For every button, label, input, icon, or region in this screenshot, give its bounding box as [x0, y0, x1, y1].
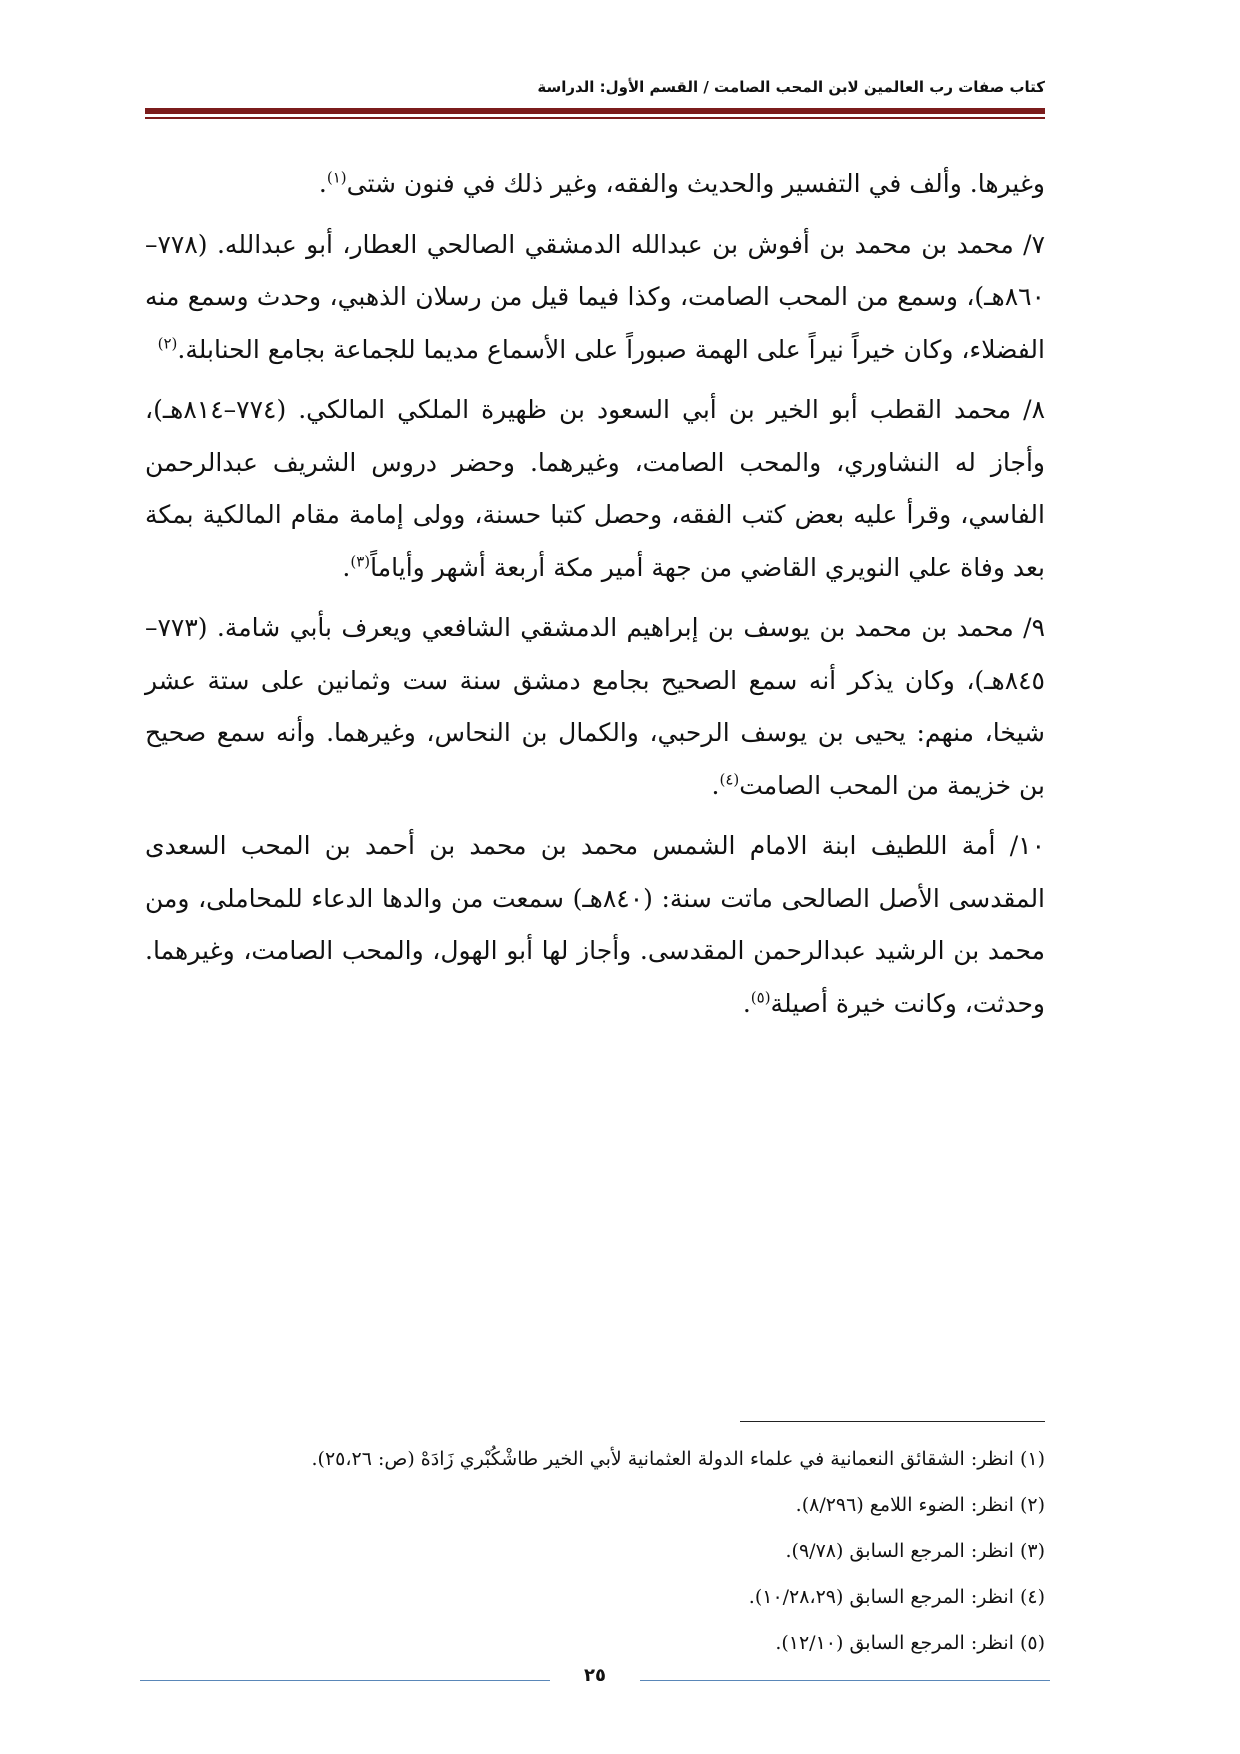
footnote-ref[interactable]: (٢) — [157, 334, 178, 353]
header-rule-thin — [145, 117, 1045, 119]
footnote-item: (١) انظر: الشقائق النعمانية في علماء الدولة العثمانية لأبي الخير طاشْكُبْري زَادَهْ (ص: ٢٥،٢٦). — [311, 1448, 1045, 1470]
header-rule-thick — [145, 108, 1045, 114]
paragraph: ٧/ محمد بن محمد بن أفوش بن عبدالله الدمشقي الصالحي العطار، أبو عبدالله. (٧٧٨–٨٦٠هـ)، وسمع من المحب الصامت، وكذا فيما قيل من رسلان الذهبي، وحدث وسمع منه الفضلاء، وكان خيراً نيراً على الهمة صبوراً على الأسماع مديما للجماعة بجامع الحنابلة.$^{(٢)}$ — [145, 229, 1045, 364]
paragraph: ٩/ محمد بن محمد بن يوسف بن إبراهيم الدمشقي الشافعي ويعرف بأبي شامة. (٧٧٣–٨٤٥هـ)، وكان يذكر أنه سمع الصحيح بجامع دمشق سنة ست وثمانين على ستة عشر شيخا، منهم: يحيى بن يوسف الرحبي، والكمال بن النحاس، وغيرهما. وأنه سمع صحيح بن خزيمة من المحب الصامت$^{(٤)}$. — [145, 613, 1045, 800]
footnote-ref[interactable]: (٤) — [719, 770, 740, 789]
footnote-item: (٥) انظر: المرجع السابق (١٢/١٠). — [775, 1632, 1045, 1654]
footnote-item: (٢) انظر: الضوء اللامع (٨/٢٩٦). — [795, 1494, 1045, 1516]
paragraph: ١٠/ أمة اللطيف ابنة الامام الشمس محمد بن محمد بن أحمد بن المحب السعدى المقدسى الأصل الصالحى ماتت سنة: (٨٤٠هـ) سمعت من والدها الدعاء للمحاملى، ومن محمد بن الرشيد عبدالرحمن المقدسى. وأجاز لها أبو الهول، والمحب الصامت، وغيرهما. وحدثت، وكانت خيرة أصيلة$^{(٥)}$. — [145, 831, 1046, 1018]
footnote-separator — [740, 1421, 1045, 1422]
footer-rule-left — [140, 1680, 550, 1681]
footnote-item: (٤) انظر: المرجع السابق (١٠/٢٨،٢٩). — [748, 1586, 1045, 1608]
footnote-ref[interactable]: (٥) — [750, 988, 771, 1007]
footnote-ref[interactable]: (١) — [326, 168, 347, 187]
footnotes — [145, 1436, 1045, 1666]
page-number: ٢٥ — [584, 1665, 606, 1686]
footer-rule-right — [640, 1680, 1050, 1681]
paragraph: وغيرها. وألف في التفسير والحديث والفقه، وغير ذلك في فنون شتى$^{(١)}$. — [318, 168, 1045, 198]
main-text — [145, 158, 1045, 1038]
running-header: كتاب صفات رب العالمين لابن المحب الصامت / القسم الأول: الدراسة — [537, 78, 1045, 96]
paragraph: ٨/ محمد القطب أبو الخير بن أبي السعود بن ظهيرة الملكي المالكي. (٧٧٤–٨١٤هـ)، وأجاز له النشاوري، والمحب الصامت، وغيرهما. وحضر دروس الشريف عبدالرحمن الفاسي، وقرأ عليه بعض كتب الفقه، وحصل كتبا حسنة، وولى إمامة مقام المالكية بمكة بعد وفاة علي النويري القاضي من جهة أمير مكة أربعة أشهر وأياماً$^{(٣)}$. — [145, 395, 1045, 582]
footnote-item: (٣) انظر: المرجع السابق (٩/٧٨). — [785, 1540, 1045, 1562]
footnote-ref[interactable]: (٣) — [350, 552, 371, 571]
